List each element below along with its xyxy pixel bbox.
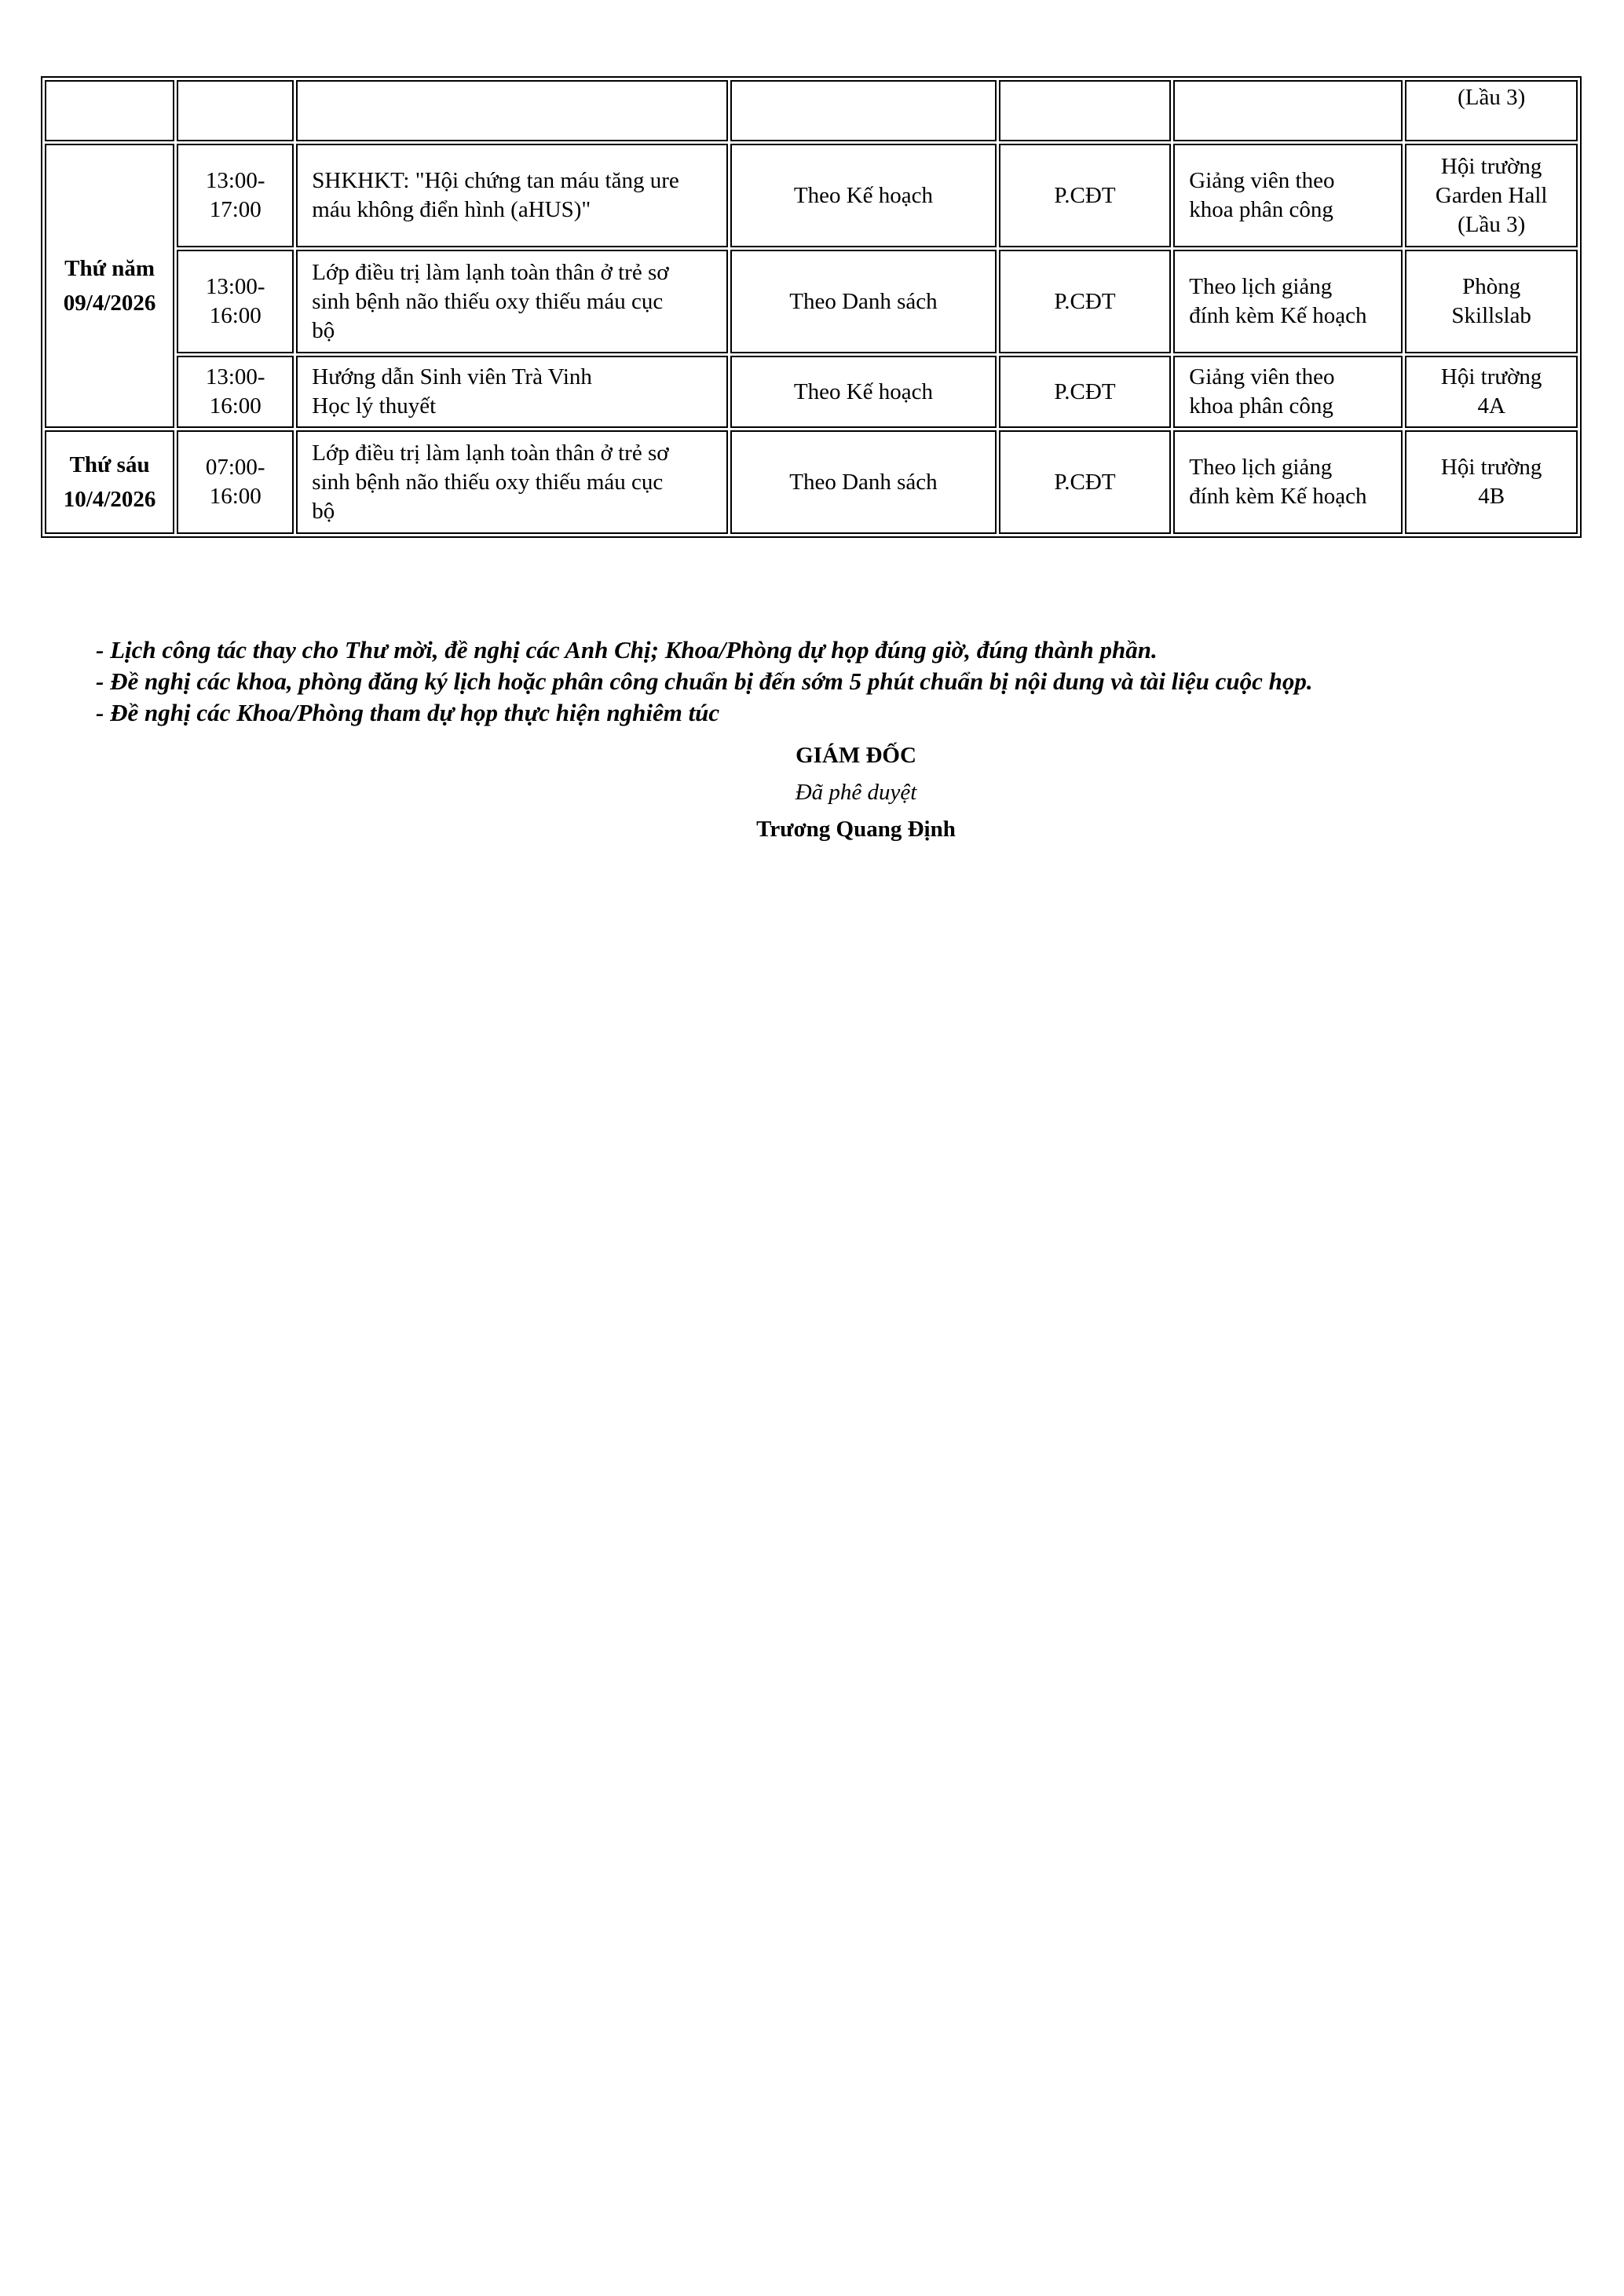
location-line: (Lầu 3): [1458, 85, 1526, 110]
staff-line: Giảng viên theo: [1189, 364, 1335, 389]
time-start: 13:00-: [205, 364, 265, 389]
day-cell: [45, 80, 174, 141]
location-line: Garden Hall: [1435, 182, 1548, 208]
staff-line: khoa phân công: [1189, 393, 1333, 419]
location-cell: [1405, 80, 1578, 141]
organizer-cell: P.CĐT: [999, 430, 1172, 534]
time-start: 13:00-: [205, 274, 265, 299]
table-row: [45, 356, 1578, 428]
participants-cell: Theo Danh sách: [730, 430, 996, 534]
content-line: SHKHKT: "Hội chứng tan máu tăng ure: [312, 168, 679, 193]
content-line: sinh bệnh não thiếu oxy thiếu máu cục: [312, 288, 664, 314]
time-cell: [177, 250, 294, 353]
location-cell: [1405, 356, 1578, 428]
staff-line: Theo lịch giảng: [1189, 274, 1333, 299]
schedule-table: [41, 76, 1582, 538]
time-end: 16:00: [209, 303, 262, 328]
location-line: Hội trường: [1440, 364, 1542, 389]
organizer-cell: P.CĐT: [999, 250, 1172, 353]
location-line: Skillslab: [1451, 303, 1531, 328]
staff-line: Theo lịch giảng: [1189, 455, 1333, 480]
content-line: sinh bệnh não thiếu oxy thiếu máu cục: [312, 469, 664, 495]
day-date: 09/4/2026: [63, 291, 156, 316]
organizer-cell: P.CĐT: [999, 144, 1172, 247]
content-cell: [296, 356, 728, 428]
time-cell: [177, 144, 294, 247]
content-cell: [296, 144, 728, 247]
staff-cell: [1173, 430, 1403, 534]
day-name: Thứ năm: [64, 256, 155, 281]
content-cell: [296, 250, 728, 353]
content-line: Học lý thuyết: [312, 393, 437, 419]
time-start: 13:00-: [205, 168, 265, 193]
time-cell: [177, 356, 294, 428]
staff-line: đính kèm Kế hoạch: [1189, 484, 1367, 509]
location-line: 4B: [1478, 484, 1505, 509]
table-row: [45, 430, 1578, 534]
staff-cell: [1173, 356, 1403, 428]
participants-cell: Theo Kế hoạch: [730, 356, 996, 428]
time-cell: [177, 80, 294, 141]
time-end: 16:00: [209, 393, 262, 419]
content-line: bộ: [312, 317, 335, 343]
staff-line: khoa phân công: [1189, 197, 1333, 222]
time-cell: [177, 430, 294, 534]
participants-cell: Theo Danh sách: [730, 250, 996, 353]
time-end: 17:00: [209, 197, 262, 222]
staff-cell: [1173, 80, 1403, 141]
staff-line: đính kèm Kế hoạch: [1189, 303, 1367, 328]
time-end: 16:00: [209, 484, 262, 509]
participants-cell: [730, 80, 996, 141]
content-line: Lớp điều trị làm lạnh toàn thân ở trẻ sơ: [312, 259, 669, 285]
location-line: Hội trường: [1440, 153, 1542, 179]
participants-cell: Theo Kế hoạch: [730, 144, 996, 247]
content-cell: [296, 80, 728, 141]
table-row: [45, 250, 1578, 353]
note-line: - Đề nghị các Khoa/Phòng tham dự họp thực hiện nghiêm túc: [96, 699, 720, 726]
signature-status: Đã phê duyệt: [795, 780, 917, 805]
location-cell: [1405, 250, 1578, 353]
table-row: [45, 80, 1578, 141]
organizer-cell: [999, 80, 1172, 141]
organizer-cell: P.CĐT: [999, 356, 1172, 428]
day-cell: [45, 144, 174, 428]
staff-cell: [1173, 144, 1403, 247]
staff-line: Giảng viên theo: [1189, 168, 1335, 193]
content-line: Hướng dẫn Sinh viên Trà Vinh: [312, 364, 592, 389]
day-cell: [45, 430, 174, 534]
time-start: 07:00-: [205, 455, 265, 480]
note-line: - Lịch công tác thay cho Thư mời, đề nghị các Anh Chị; Khoa/Phòng dự họp đúng giờ, đúng thành phần.: [96, 636, 1158, 664]
note-line: - Đề nghị các khoa, phòng đăng ký lịch hoặc phân công chuẩn bị đến sớm 5 phút chuẩn bị nội dung và tài liệu cuộc họp.: [96, 667, 1313, 695]
location-line: 4A: [1477, 393, 1505, 419]
day-name: Thứ sáu: [69, 452, 150, 477]
signature-name: Trương Quang Định: [756, 817, 956, 842]
location-line: (Lầu 3): [1458, 211, 1526, 237]
signature-title: GIÁM ĐỐC: [796, 743, 916, 768]
table-row: [45, 144, 1578, 247]
content-line: Lớp điều trị làm lạnh toàn thân ở trẻ sơ: [312, 440, 669, 466]
content-line: máu không điển hình (aHUS)": [312, 197, 591, 222]
location-line: Phòng: [1462, 274, 1521, 299]
location-cell: [1405, 430, 1578, 534]
day-date: 10/4/2026: [63, 487, 156, 512]
location-cell: [1405, 144, 1578, 247]
staff-cell: [1173, 250, 1403, 353]
content-line: bộ: [312, 498, 335, 524]
content-cell: [296, 430, 728, 534]
notes-section: [96, 634, 1572, 729]
location-line: Hội trường: [1440, 455, 1542, 480]
